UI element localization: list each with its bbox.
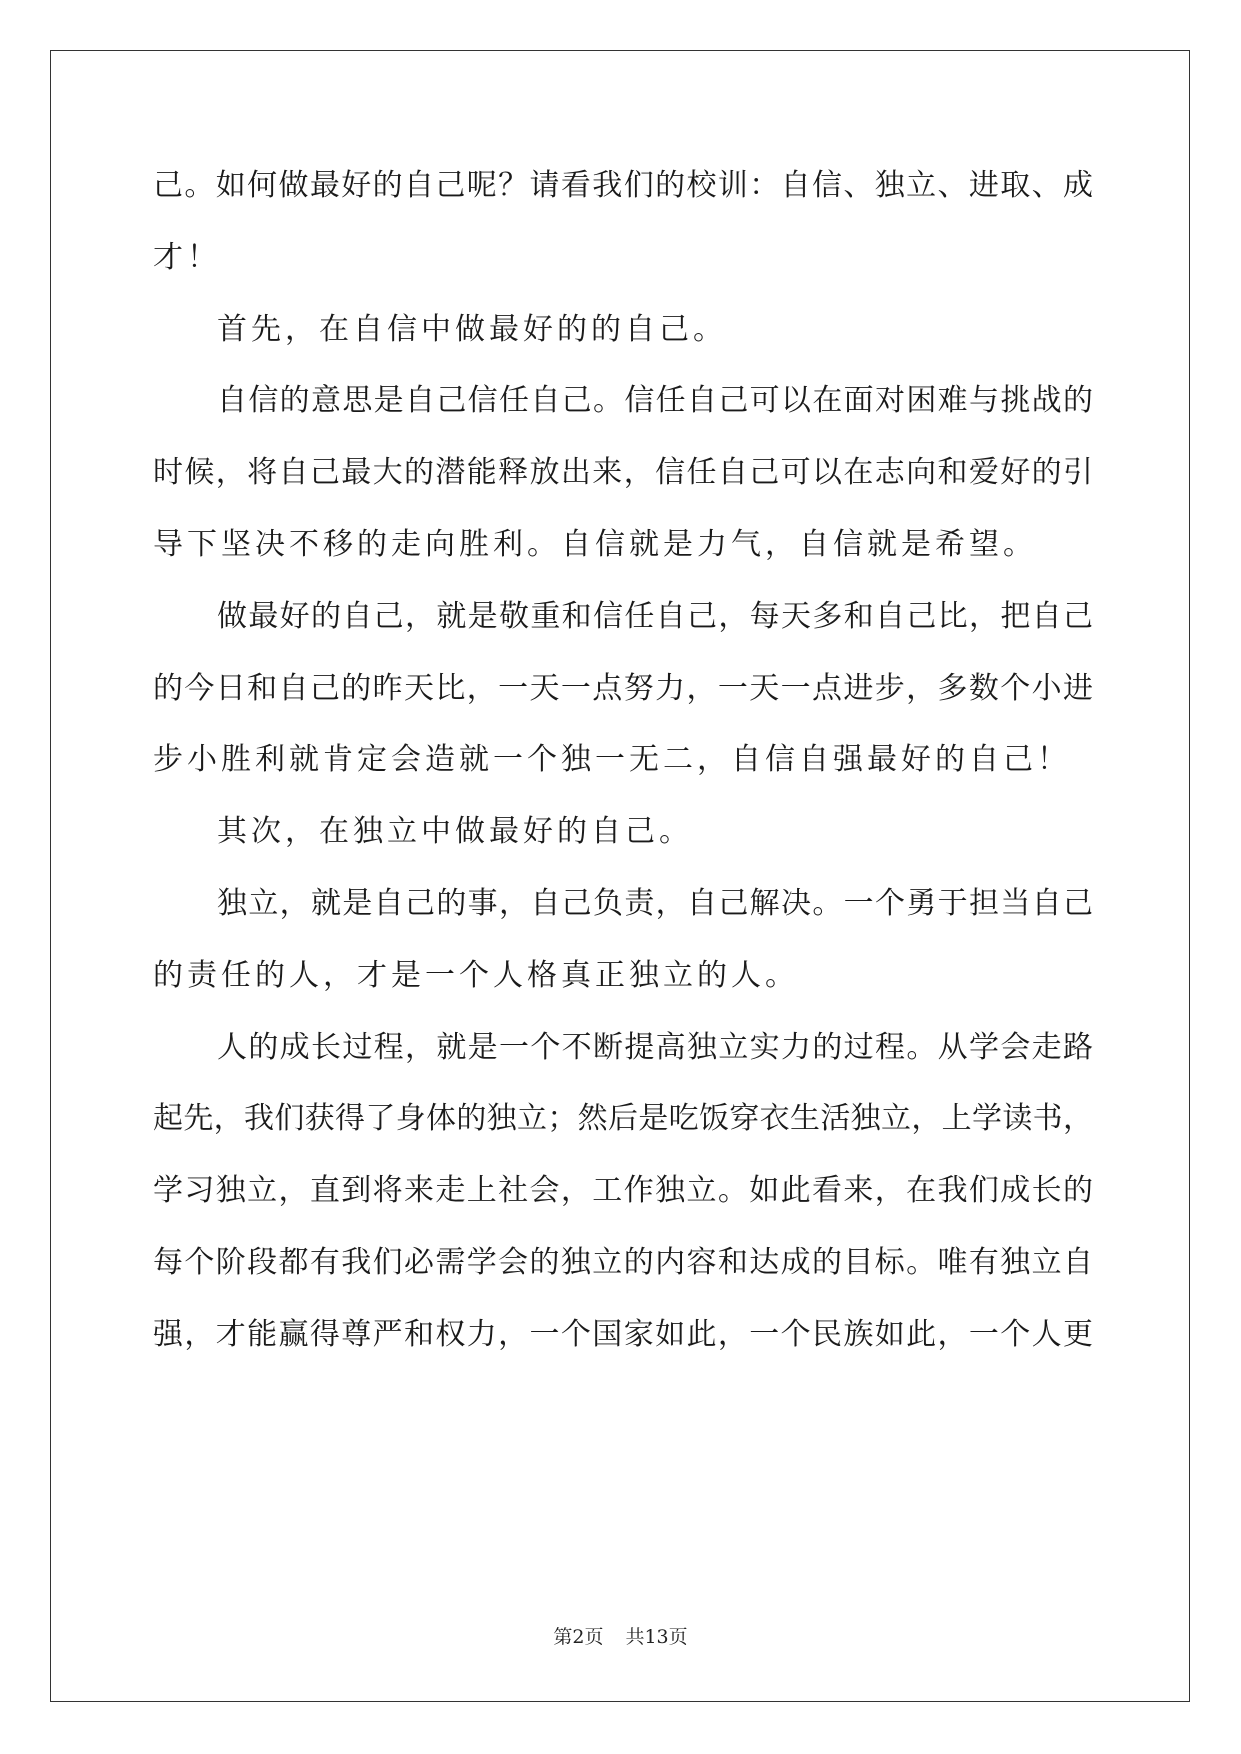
text-line: 自信的意思是自己信任自己。信任自己可以在面对困难与挑战的 (217, 383, 1093, 419)
text-line: 的今日和自己的昨天比，一天一点努力，一天一点进步，多数个小进 (153, 670, 1093, 706)
page-number: 第2页 (553, 1626, 604, 1648)
text-line: 才！ (153, 239, 221, 275)
text-line: 学习独立，直到将来走上社会，工作独立。如此看来，在我们成长的 (153, 1173, 1093, 1209)
page-border (50, 50, 1190, 1702)
text-line: 首先，在自信中做最好的的自己。 (217, 311, 727, 347)
text-line: 时候，将自己最大的潜能释放出来，信任自己可以在志向和爱好的引 (153, 455, 1093, 491)
text-line: 每个阶段都有我们必需学会的独立的内容和达成的目标。唯有独立自 (153, 1245, 1093, 1280)
page-total: 共13页 (625, 1626, 688, 1648)
text-line: 步小胜利就肯定会造就一个独一无二，自信自强最好的自己！ (153, 742, 1071, 778)
text-line: 做最好的自己，就是敬重和信任自己，每天多和自己比，把自己 (217, 598, 1093, 634)
text-line: 导下坚决不移的走向胜利。自信就是力气，自信就是希望。 (153, 527, 1037, 562)
text-line: 人的成长过程，就是一个不断提高独立实力的过程。从学会走路 (217, 1029, 1093, 1065)
text-line: 其次，在独立中做最好的自己。 (217, 814, 693, 850)
text-line: 的责任的人，才是一个人格真正独立的人。 (153, 957, 799, 993)
text-line: 独立，就是自己的事，自己负责，自己解决。一个勇于担当自己 (217, 886, 1093, 921)
text-line: 己。如何做最好的自己呢？请看我们的校训：自信、独立、进取、成 (153, 168, 1093, 203)
text-line: 强，才能赢得尊严和权力，一个国家如此，一个民族如此，一个人更 (153, 1316, 1093, 1352)
text-line: 起先，我们获得了身体的独立；然后是吃饭穿衣生活独立，上学读书， (153, 1101, 1093, 1137)
page-footer (0, 1622, 1241, 1649)
